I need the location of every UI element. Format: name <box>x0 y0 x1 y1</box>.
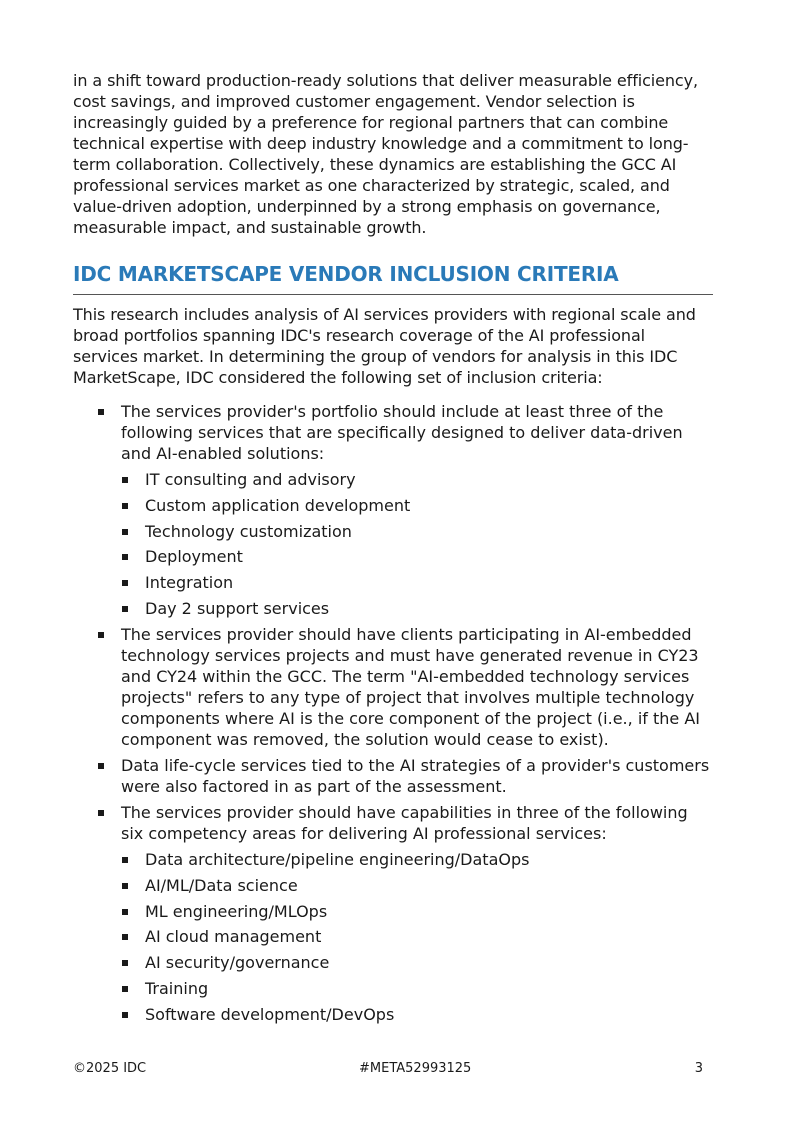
list-item <box>73 624 713 750</box>
list-item <box>121 875 713 896</box>
list-item <box>121 521 713 542</box>
list-item-text: AI/ML/Data science <box>145 875 298 895</box>
list-item <box>121 572 713 593</box>
list-item-text: AI cloud management <box>145 927 322 947</box>
continuation-paragraph: in a shift toward production-ready solutions that deliver measurable efficiency, cost savings, and improved customer engagement. Vendor selection is increasingly guided by a preference for regional partners that can combine technical expertise with deep industry knowledge and a commitment to long-term collaboration. Collectively, these dynamics are establishing the GCC AI professional services market as one characterized by strategic, scaled, and value-driven adoption, underpinned by a strong emphasis on governance, measurable impact, and sustainable growth. <box>73 71 698 237</box>
list-item <box>121 598 713 619</box>
section-heading: IDC MARKETSCAPE VENDOR INCLUSION CRITERIA <box>73 260 713 295</box>
square-bullet-icon <box>122 580 128 586</box>
page-content <box>73 70 713 1030</box>
list-item-text: Custom application development <box>145 495 411 515</box>
list-item <box>73 401 713 619</box>
list-item <box>73 802 713 1025</box>
square-bullet-icon <box>122 883 128 889</box>
list-item-text: ML engineering/MLOps <box>145 901 328 921</box>
square-bullet-icon <box>122 606 128 612</box>
square-bullet-icon <box>98 409 104 415</box>
list-item <box>121 978 713 999</box>
sub-list <box>121 849 713 1025</box>
square-bullet-icon <box>122 554 128 560</box>
list-item-text: Training <box>145 978 209 998</box>
list-item-text: Software development/DevOps <box>145 1004 395 1024</box>
criteria-list <box>73 401 713 1025</box>
list-item <box>73 755 713 797</box>
list-item <box>121 849 713 870</box>
list-item-text: AI security/governance <box>145 953 330 973</box>
list-item-text: Data architecture/pipeline engineering/DataOps <box>145 849 530 869</box>
list-item <box>121 469 713 490</box>
square-bullet-icon <box>122 909 128 915</box>
list-item-text: Day 2 support services <box>145 598 330 618</box>
square-bullet-icon <box>122 960 128 966</box>
square-bullet-icon <box>122 934 128 940</box>
list-item-text: Deployment <box>145 547 243 567</box>
square-bullet-icon <box>98 810 104 816</box>
section-intro: This research includes analysis of AI services providers with regional scale and broad portfolios spanning IDC's research coverage of the AI professional services market. In determining the group of vendors for analysis in this IDC MarketScape, IDC considered the following set of inclusion criteria: <box>73 305 696 387</box>
list-item-text: The services provider should have clients participating in AI-embedded technology services projects and must have generated revenue in CY23 and CY24 within the GCC. The term "AI-embedded technology services projects" refers to any type of project that involves multiple technology components where AI is the core component of the project (i.e., if the AI component was removed, the solution would cease to exist). <box>121 624 700 749</box>
square-bullet-icon <box>98 632 104 638</box>
list-item-text: IT consulting and advisory <box>145 470 356 489</box>
list-item <box>121 926 713 947</box>
sub-list <box>121 469 713 619</box>
list-item-text: Data life-cycle services tied to the AI strategies of a provider's customers were also factored in as part of the assessment. <box>121 755 710 796</box>
square-bullet-icon <box>122 986 128 992</box>
list-item <box>121 1004 713 1025</box>
list-item-text: Integration <box>145 573 234 593</box>
list-item-text: Technology customization <box>145 521 352 541</box>
square-bullet-icon <box>98 763 104 769</box>
square-bullet-icon <box>122 477 128 483</box>
footer-page-number: 3 <box>694 1061 703 1076</box>
square-bullet-icon <box>122 529 128 535</box>
list-item-text: The services provider should have capabilities in three of the following six competency areas for delivering AI professional services: <box>121 802 688 843</box>
footer-copyright: ©2025 IDC <box>73 1061 147 1076</box>
list-item <box>121 901 713 922</box>
list-item-text: The services provider's portfolio should include at least three of the following services that are specifically designed to deliver data-driven and AI-enabled solutions: <box>121 402 683 463</box>
square-bullet-icon <box>122 857 128 863</box>
square-bullet-icon <box>122 1012 128 1018</box>
square-bullet-icon <box>122 503 128 509</box>
list-item <box>121 546 713 567</box>
list-item <box>121 952 713 973</box>
list-item <box>121 495 713 516</box>
footer-doc-id: #META52993125 <box>359 1061 472 1076</box>
